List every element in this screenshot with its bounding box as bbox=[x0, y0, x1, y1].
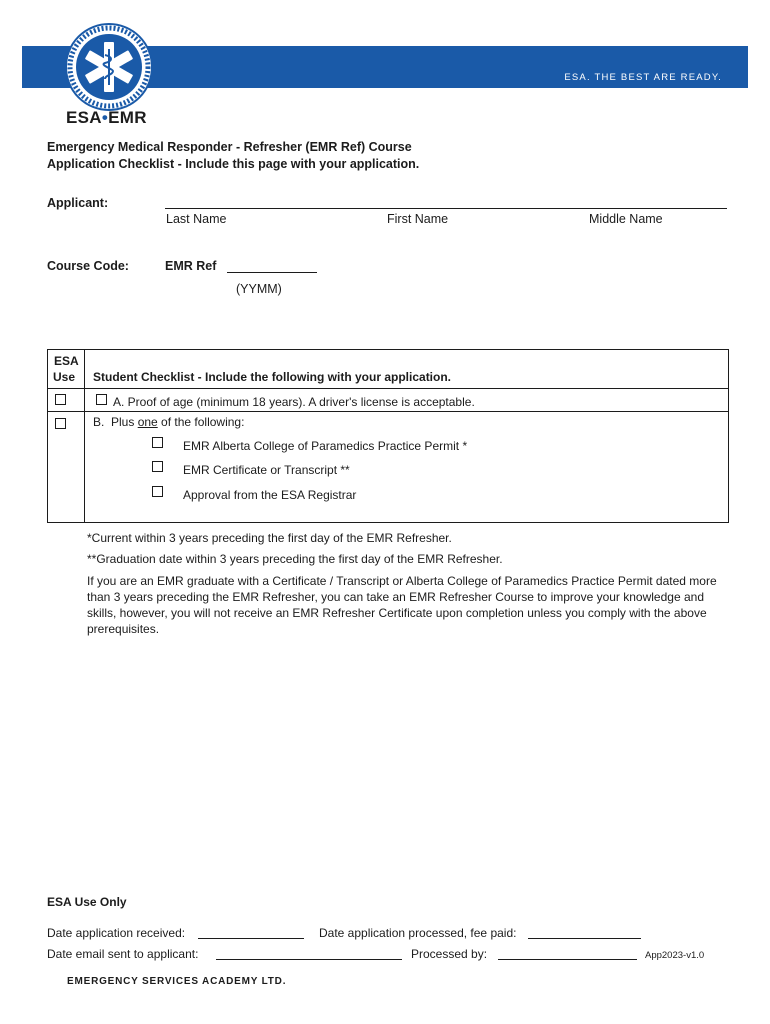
title-line-2: Application Checklist - Include this page with your application. bbox=[47, 157, 420, 171]
item-b-emphasis: one bbox=[137, 415, 158, 429]
tagline: ESA. THE BEST ARE READY. bbox=[564, 72, 722, 83]
last-name-caption: Last Name bbox=[166, 212, 227, 226]
checklist-item-a: A. Proof of age (minimum 18 years). A driver's license is acceptable. bbox=[113, 395, 475, 409]
sub-checkbox-certificate[interactable] bbox=[152, 461, 163, 472]
course-code-prefix: EMR Ref bbox=[165, 259, 217, 273]
date-email-sent-label: Date email sent to applicant: bbox=[47, 947, 199, 961]
course-code-label: Course Code: bbox=[47, 259, 129, 273]
course-code-field[interactable] bbox=[227, 259, 317, 273]
student-checkbox-a[interactable] bbox=[96, 394, 107, 405]
brand-wordmark bbox=[66, 108, 147, 128]
first-name-caption: First Name bbox=[387, 212, 449, 226]
footer-company-name: EMERGENCY SERVICES ACADEMY LTD. bbox=[67, 976, 287, 987]
sub-checkbox-registrar[interactable] bbox=[152, 486, 163, 497]
esa-checkbox-a[interactable] bbox=[55, 394, 66, 405]
checklist-item-b bbox=[93, 415, 244, 429]
processed-by-field[interactable] bbox=[498, 947, 637, 960]
date-received-field[interactable] bbox=[198, 926, 304, 939]
esa-use-header-1: ESA bbox=[54, 354, 79, 368]
sub-item-certificate: EMR Certificate or Transcript ** bbox=[183, 463, 350, 477]
table-header-divider bbox=[47, 388, 729, 389]
student-checklist-heading: Student Checklist - Include the following with your application. bbox=[93, 370, 452, 384]
esa-use-header-2: Use bbox=[53, 370, 76, 384]
footnote-current: *Current within 3 years preceding the first day of the EMR Refresher. bbox=[87, 531, 452, 545]
star-of-life-logo-icon bbox=[64, 22, 154, 112]
version-code: App2023-v1.0 bbox=[645, 950, 705, 961]
esa-checkbox-b[interactable] bbox=[55, 418, 66, 429]
date-processed-field[interactable] bbox=[528, 926, 641, 939]
middle-name-caption: Middle Name bbox=[589, 212, 663, 226]
applicant-name-field[interactable] bbox=[165, 196, 727, 209]
applicant-label: Applicant: bbox=[47, 196, 109, 210]
brand-esa: ESA bbox=[66, 108, 102, 127]
date-processed-label: Date application processed, fee paid: bbox=[319, 926, 517, 940]
course-code-format: (YYMM) bbox=[236, 282, 282, 296]
esa-use-only-heading: ESA Use Only bbox=[47, 895, 127, 909]
title-line-1: Emergency Medical Responder - Refresher (EMR Ref) Course bbox=[47, 140, 412, 154]
sub-item-permit: EMR Alberta College of Paramedics Practice Permit * bbox=[183, 439, 468, 453]
date-email-sent-field[interactable] bbox=[216, 947, 402, 960]
footnote-graduation: **Graduation date within 3 years preceding the first day of the EMR Refresher. bbox=[87, 552, 503, 566]
table-column-divider bbox=[84, 349, 85, 523]
brand-dot: • bbox=[101, 108, 109, 127]
processed-by-label: Processed by: bbox=[411, 947, 488, 961]
date-received-label: Date application received: bbox=[47, 926, 186, 940]
sub-checkbox-permit[interactable] bbox=[152, 437, 163, 448]
page-title bbox=[47, 139, 419, 173]
brand-emr: EMR bbox=[108, 108, 147, 127]
item-b-suffix: of the following: bbox=[157, 415, 245, 429]
refresher-note-paragraph: If you are an EMR graduate with a Certificate / Transcript or Alberta College of Paramedics Practice Permit dated more than 3 years preceding the EMR Refresher, you can take an EMR Refresher Course to improve your knowledge and skills, however, you will not receive an EMR Refresher Certificate upon completion unless you comply with the above prerequisites. bbox=[87, 574, 717, 636]
sub-item-registrar: Approval from the ESA Registrar bbox=[183, 488, 357, 502]
item-b-prefix: B. Plus bbox=[93, 415, 138, 429]
table-row-divider bbox=[47, 411, 729, 412]
